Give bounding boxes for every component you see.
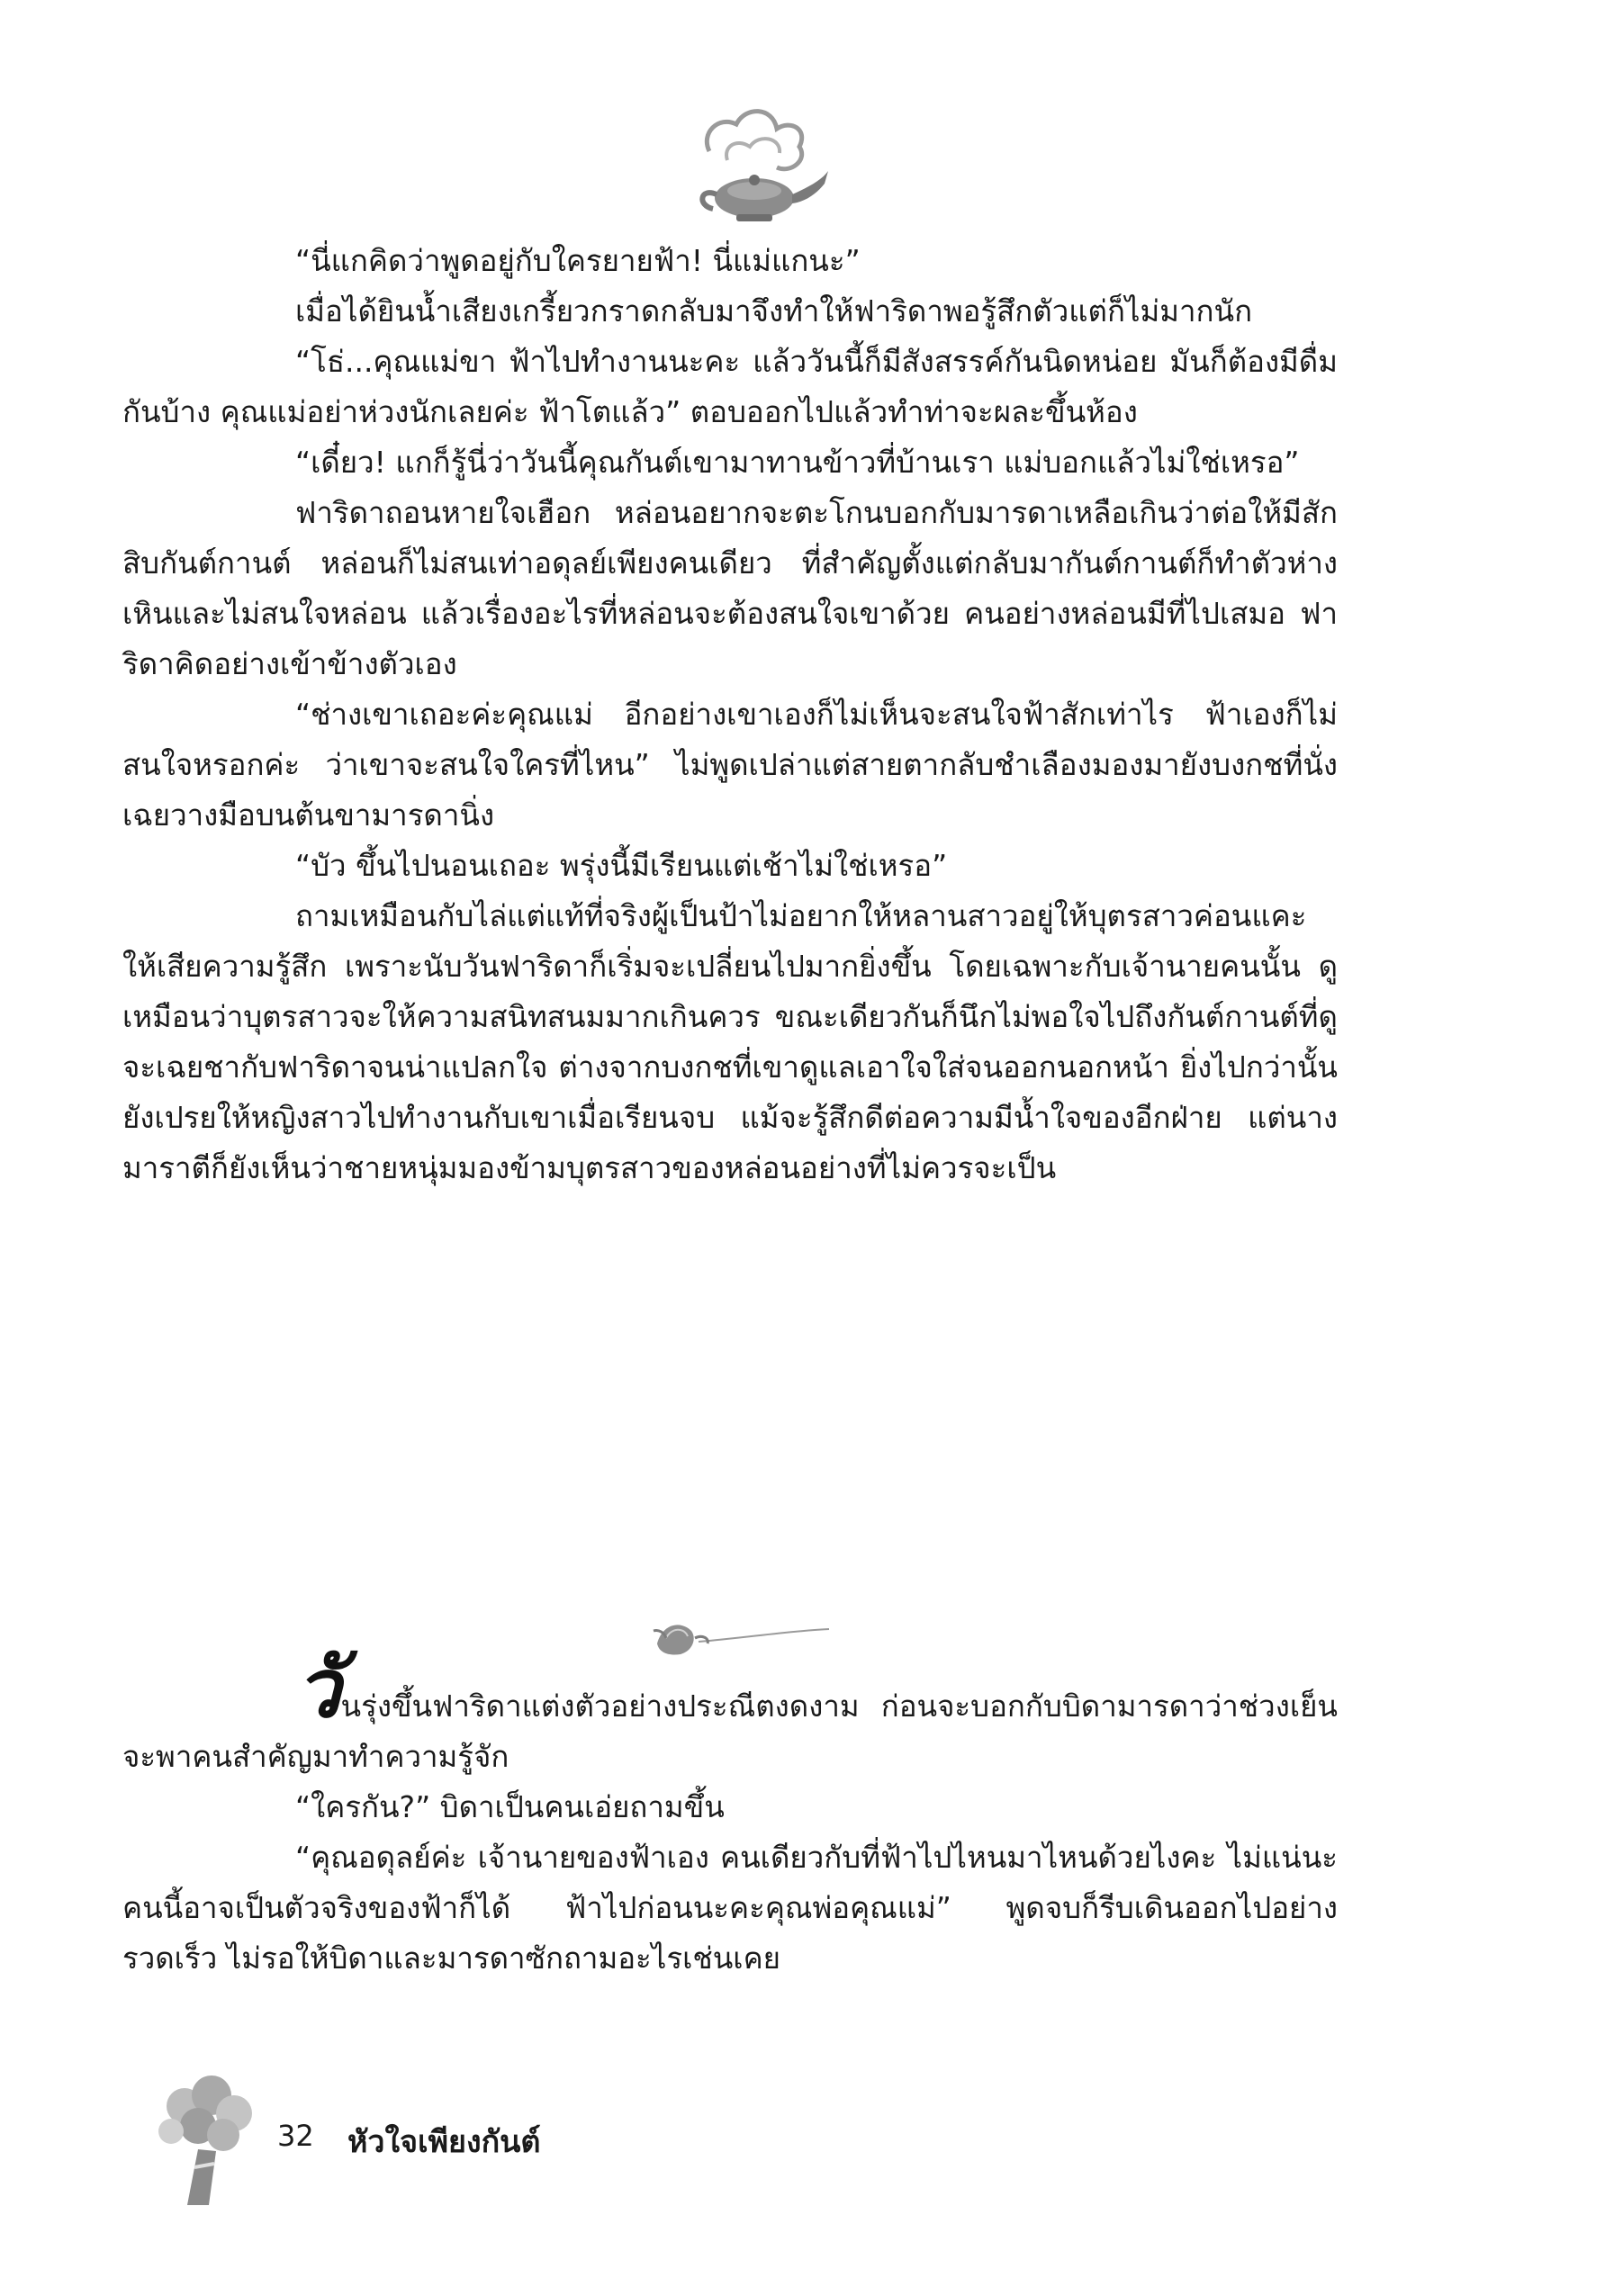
paragraph: “ใครกัน?” บิดาเป็นคนเอ่ยถามขึ้น	[295, 1789, 725, 1824]
page-number: 32	[277, 2119, 314, 2153]
paragraph: “คุณอดุลย์ค่ะ เจ้านายของฟ้าเอง คนเดียวกับที่ฟ้าไปไหนมาไหนด้วยไงคะ ไม่แน่นะคนนี้อาจเป็นตัวจริงของฟ้าก็ได้ ฟ้าไปก่อนนะคะคุณพ่อคุณแม่” พูดจบก็รีบเดินออกไปอย่างรวดเร็ว ไม่รอให้บิดาและมารดาซักถามอะไรเช่นเคย	[122, 1840, 1338, 1976]
paragraph: “โธ่...คุณแม่ขา ฟ้าไปทำงานนะคะ แล้ววันนี้ก็มีสังสรรค์กันนิดหน่อย มันก็ต้องมีดื่มกันบ้าง คุณแม่อย่าห่วงนักเลยค่ะ ฟ้าโตแล้ว” ตอบออกไปแล้วทำท่าจะผละขึ้นห้อง	[122, 344, 1338, 429]
paragraph: เมื่อได้ยินน้ำเสียงเกรี้ยวกราดกลับมาจึงทำให้ฟาริดาพอรู้สึกตัวแต่ก็ไม่มากนัก	[295, 293, 1253, 329]
body-text-bottom	[122, 1641, 1338, 1984]
dropcap-paragraph	[122, 1641, 1338, 1782]
paragraph: “บัว ขึ้นไปนอนเถอะ พรุ่งนี้มีเรียนแต่เช้าไม่ใช่เหรอ”	[295, 848, 948, 883]
paragraph: ถามเหมือนกับไล่แต่แท้ที่จริงผู้เป็นป้าไม่อยากให้หลานสาวอยู่ให้บุตรสาวค่อนแคะให้เสียความรู้สึก เพราะนับวันฟาริดาก็เริ่มจะเปลี่ยนไปมากยิ่งขึ้น โดยเฉพาะกับเจ้านายคนนั้น ดูเหมือนว่าบุตรสาวจะให้ความสนิทสนมมากเกินควร ขณะเดียวกันก็นึกไม่พอใจไปถึงกันต์กานต์ที่ดูจะเฉยชากับฟาริดาจนน่าแปลกใจ ต่างจากบงกชที่เขาดูแลเอาใจใส่จนออกนอกหน้า ยิ่งไปกว่านั้นยังเปรยให้หญิงสาวไปทำงานกับเขาเมื่อเรียนจบ แม้จะรู้สึกดีต่อความมีน้ำใจของอีกฝ่าย แต่นางมาราตีก็ยังเห็นว่าชายหนุ่มมองข้ามบุตรสาวของหล่อนอย่างที่ไม่ควรจะเป็น	[122, 898, 1338, 1185]
book-title: หัวใจเพียงกันต์	[347, 2124, 541, 2160]
page-footer	[144, 2070, 684, 2214]
magic-lamp-ornament-icon	[673, 97, 835, 232]
paragraph: “นี่แกคิดว่าพูดอยู่กับใครยายฟ้า! นี่แม่แกนะ”	[295, 243, 861, 278]
drop-cap: วั	[295, 1641, 341, 1736]
bouquet-icon	[144, 2070, 270, 2214]
body-text-top	[122, 236, 1338, 1193]
dropcap-paragraph-text: นรุ่งขึ้นฟาริดาแต่งตัวอย่างประณีตงดงาม ก่อนจะบอกกับบิดามารดาว่าช่วงเย็นจะพาคนสำคัญมาทำความรู้จัก	[122, 1688, 1338, 1774]
paragraph: “เดี๋ยว! แกก็รู้นี่ว่าวันนี้คุณกันต์เขามาทานข้าวที่บ้านเรา แม่บอกแล้วไม่ใช่เหรอ”	[295, 445, 1300, 480]
paragraph: “ช่างเขาเถอะค่ะคุณแม่ อีกอย่างเขาเองก็ไม่เห็นจะสนใจฟ้าสักเท่าไร ฟ้าเองก็ไม่สนใจหรอกค่ะ ว่าเขาจะสนใจใครที่ไหน” ไม่พูดเปล่าแต่สายตากลับชำเลืองมองมายังบงกชที่นั่งเฉยวางมือบนต้นขามารดานิ่ง	[122, 697, 1338, 833]
paragraph: ฟาริดาถอนหายใจเฮือก หล่อนอยากจะตะโกนบอกกับมารดาเหลือเกินว่าต่อให้มีสักสิบกันต์กานต์ หล่อนก็ไม่สนเท่าอดุลย์เพียงคนเดียว ที่สำคัญตั้งแต่กลับมากันต์กานต์ก็ทำตัวห่างเหินและไม่สนใจหล่อน แล้วเรื่องอะไรที่หล่อนจะต้องสนใจเขาด้วย คนอย่างหล่อนมีที่ไปเสมอ ฟาริดาคิดอย่างเข้าข้างตัวเอง	[122, 495, 1338, 681]
lotus-flower-divider-icon	[645, 1611, 834, 1665]
